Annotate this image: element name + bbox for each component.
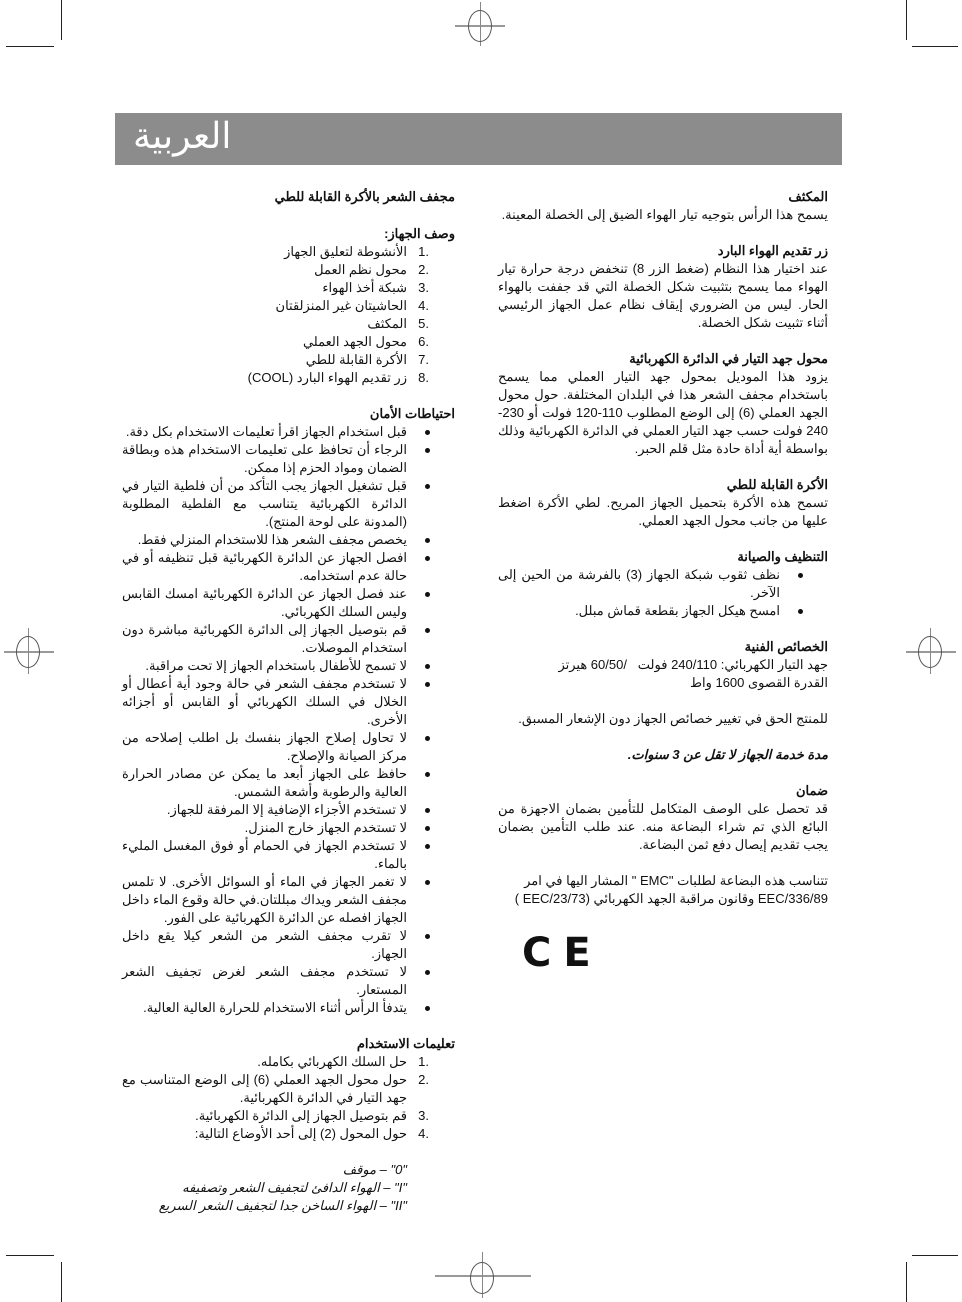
list-item (122, 243, 455, 261)
safety-item: لا تستخدم الجهاز خارج المنزل. (122, 819, 455, 837)
compliance-line: تتناسب هذه البضاعة لطلبات "EMC " المشار اليها في امر (524, 873, 828, 888)
language-banner (115, 113, 842, 165)
crop-mark (906, 0, 907, 40)
item-text: الحاشيتان غير المنزلقتان (275, 298, 407, 313)
section-voltage-switch (498, 350, 828, 458)
page-title: العربية (133, 115, 232, 156)
product-title: مجفف الشعر بالأكرة القابلة للطي (274, 189, 455, 204)
item-text: حول محول الجهد العملي (6) إلى الوضع المتناسب مع جهد التيار في الدائرة الكهربائية. (122, 1072, 407, 1105)
item-number: 2. (418, 262, 429, 277)
safety-item: لا تستخدم مجفف الشعر لغرض تجفيف الشعر المستعار. (122, 963, 455, 999)
section-description (122, 225, 455, 387)
mode-item: "II" – الهواء الساخن جدا لتجفيف الشعر السريع (158, 1198, 407, 1213)
section-cool-button (498, 242, 828, 332)
item-number: 3. (418, 1108, 429, 1123)
safety-item: لا تسمح للأطفال باستخدام الجهاز إلا تحت مراقبة. (122, 657, 455, 675)
safety-item: لا تحاول إصلاح الجهاز بنفسك بل اطلب إصلاحه من مركز الصيانة والإصلاح. (122, 729, 455, 765)
section-concentrator (498, 188, 828, 224)
spec-line: القدرة القصوى 1600 واط (689, 675, 828, 690)
safety-item: يخصص مجفف الشعر هذا للاستخدام المنزلي فقط. (122, 531, 455, 549)
safety-item: قبل استخدام الجهاز اقرأ تعليمات الاستخدام بكل دقة. (122, 423, 455, 441)
safety-item: لا تغمر الجهاز في الماء أو السوائل الأخرى. لا تلمس مجفف الشعر ويداك مبللتان.في حالة وقوع الماء داخل الجهاز افصله عن الدائرة الكهربائية على الفور. (122, 873, 455, 927)
safety-item: يتدفأ الرأس أثناء الاستخدام للحرارة العالية العالية. (122, 999, 455, 1017)
safety-item: الرجاء أن تحافظ على تعليمات الاستخدام هذه وبطاقة الضمان ومواد الحزم إذا ممكن. (122, 441, 455, 477)
section-text: تسمح هذه الأكرة بتحميل الجهاز المريح. لطي الأكرة اضغط عليها من جانب محول الجهد العملي. (498, 495, 828, 528)
section-heading: زر تقديم الهواء البارد (717, 243, 828, 258)
item-number: 3. (418, 280, 429, 295)
section-heading: المكثف (788, 189, 828, 204)
safety-item: حافظ على الجهاز أبعد ما يمكن عن مصادر الحرارة العالية والرطوبة وأشعة الشمس. (122, 765, 455, 801)
service-life-text: مدة خدمة الجهاز لا تقل عن 3 سنوات. (627, 747, 828, 762)
compliance-text (498, 872, 828, 908)
section-heading: احتياطات الأمان (369, 406, 455, 421)
list-item (122, 351, 455, 369)
section-folding-handle (498, 476, 828, 530)
item-number: 1. (418, 1054, 429, 1069)
item-text: قم بتوصيل الجهاز إلى الدائرة الكهربائية. (195, 1108, 407, 1123)
section-heading: ضمان (795, 783, 828, 798)
crop-mark (6, 46, 54, 47)
safety-item: عند فصل الجهاز عن الدائرة الكهربائية امسك القابس وليس السلك الكهربائي. (122, 585, 455, 621)
item-text: محول نظم العمل (314, 262, 407, 277)
item-text: حول المحول (2) إلى أحد الأوضاع التالية: (194, 1126, 407, 1141)
safety-item: لا تستخدم الجهاز في الحمام أو فوق المغسل المليء بالماء. (122, 837, 455, 873)
crop-mark (6, 1255, 54, 1256)
spec-line: جهد التيار الكهربائي: 240/110 فولت /60/50 هيرتز (558, 657, 828, 672)
crop-mark (912, 46, 958, 47)
item-text: الأكرة القابلة للطي (305, 352, 407, 367)
list-item (122, 297, 455, 315)
section-warranty (498, 782, 828, 854)
ce-mark-logo: C E (522, 930, 593, 976)
section-text: يزود هذا الموديل بمحول جهد التيار العملي مما يسمح باستخدام مجفف الشعر هذا في البلدان المختلفة. حول محول الجهد العملي (6) إلى الوضع المطلوب 110-120 فولت أو 230-240 فولت حسب جهد التيار العملي في الدائرة الكهربائية وذلك بواسطة أية أداة حادة مثل قلم الحبر. (498, 369, 828, 456)
item-text: حل السلك الكهربائي بكامله. (257, 1054, 407, 1069)
item-number: 2. (418, 1072, 429, 1087)
safety-item: لا تستخدم مجفف الشعر في حالة وجود أية أعطال أو الخلال في السلك الكهربائي أو القابس أو أجزائه الأخرى. (122, 675, 455, 729)
crop-mark (61, 0, 62, 40)
list-item (122, 1071, 455, 1107)
section-safety (122, 405, 455, 1017)
list-item: امسح هيكل الجهاز بقطعة قماش مبلل. (498, 602, 828, 620)
list-item: نظف ثقوب شبكة الجهاز (3) بالفرشة من الحين إلى الآخر. (498, 566, 828, 602)
section-heading: الأكرة القابلة للطي (726, 477, 828, 492)
item-number: 4. (418, 298, 429, 313)
section-text: يسمح هذا الرأس بتوجيه تيار الهواء الضيق إلى الخصلة المعينة. (501, 207, 828, 222)
item-text: المكثف (367, 316, 407, 331)
mode-item: "0" – موقف (342, 1162, 407, 1177)
item-number: 6. (418, 334, 429, 349)
section-heading: تعليمات الاستخدام (356, 1036, 455, 1051)
item-number: 1. (418, 244, 429, 259)
list-item (122, 1107, 455, 1125)
item-number: 7. (418, 352, 429, 367)
item-number: 5. (418, 316, 429, 331)
section-heading: الخصائص الفنية (744, 639, 828, 654)
safety-item: قم بتوصيل الجهاز إلى الدائرة الكهربائية مباشرة دون استخدام الموصلات. (122, 621, 455, 657)
crop-mark (912, 1255, 958, 1256)
section-heading: وصف الجهاز: (384, 226, 455, 241)
crop-mark (61, 1262, 62, 1302)
list-item (122, 1125, 455, 1143)
compliance-line: EEC/336/89 وقانون مراقبة الجهد الكهربائي (EEC/23/73 ) (514, 891, 828, 906)
list-item (122, 261, 455, 279)
item-text: زر تقديم الهواء البارد (COOL) (247, 370, 407, 385)
safety-item: لا تستخدم الأجزاء الإضافية إلا المرفقة للجهاز. (122, 801, 455, 819)
safety-item: افصل الجهاز عن الدائرة الكهربائية قبل تنظيفه أو في حالة عدم استخدامه. (122, 549, 455, 585)
mode-item: "I" – الهواء الدافئ لتجفيف الشعر وتصفيفه (182, 1180, 407, 1195)
item-number: 8. (418, 370, 429, 385)
item-text: شبكة أخذ الهواء (322, 280, 407, 295)
list-item (122, 279, 455, 297)
section-text: قد تحصل على الوصف المتكامل للتأمين بضمان الاجهزة من البائع الذي تم شراء البضاعة منه. عند طلب التأمين بضمان يجب تقديم إيصال دفع ثمن البضاعة. (498, 801, 828, 852)
list-item (122, 369, 455, 387)
item-text: محول الجهد العملي (302, 334, 407, 349)
item-text: الأنشوطة لتعليق الجهاز (284, 244, 407, 259)
safety-item: قبل تشغيل الجهاز يجب التأكد من أن فلطية التيار في الدائرة الكهربائية يتناسب مع الفلطية المطلوبة (المدونة على لوحة المنتج). (122, 477, 455, 531)
section-usage (122, 1035, 455, 1143)
list-item (122, 1053, 455, 1071)
list-item (122, 333, 455, 351)
safety-item: لا تقرب مجفف الشعر من الشعر كيلا يقع داخل الجهاز. (122, 927, 455, 963)
crop-mark (906, 1262, 907, 1302)
section-cleaning (498, 548, 828, 620)
section-heading: التنظيف والصيانة (737, 549, 828, 564)
section-specs (498, 638, 828, 692)
section-heading: محول جهد التيار في الدائرة الكهربائية (629, 351, 828, 366)
item-number: 4. (418, 1126, 429, 1141)
list-item (122, 315, 455, 333)
section-text: عند اختيار هذا النظام (ضغط الزر 8) تنخفض درجة حرارة تيار الهواء مما يسمح بتثبيت شكل الخصلة التي قد جففت بالهواء الحار. ليس من الضروري إيقاف نظام عمل الجهاز الرئيسي أثناء تثبيت شكل الخصلة. (498, 261, 828, 330)
left-column (122, 188, 455, 1215)
mode-list (122, 1161, 455, 1215)
notice-text: للمنتج الحق في تغيير خصائص الجهاز دون الإشعار المسبق. (518, 711, 828, 726)
right-column (498, 188, 828, 908)
